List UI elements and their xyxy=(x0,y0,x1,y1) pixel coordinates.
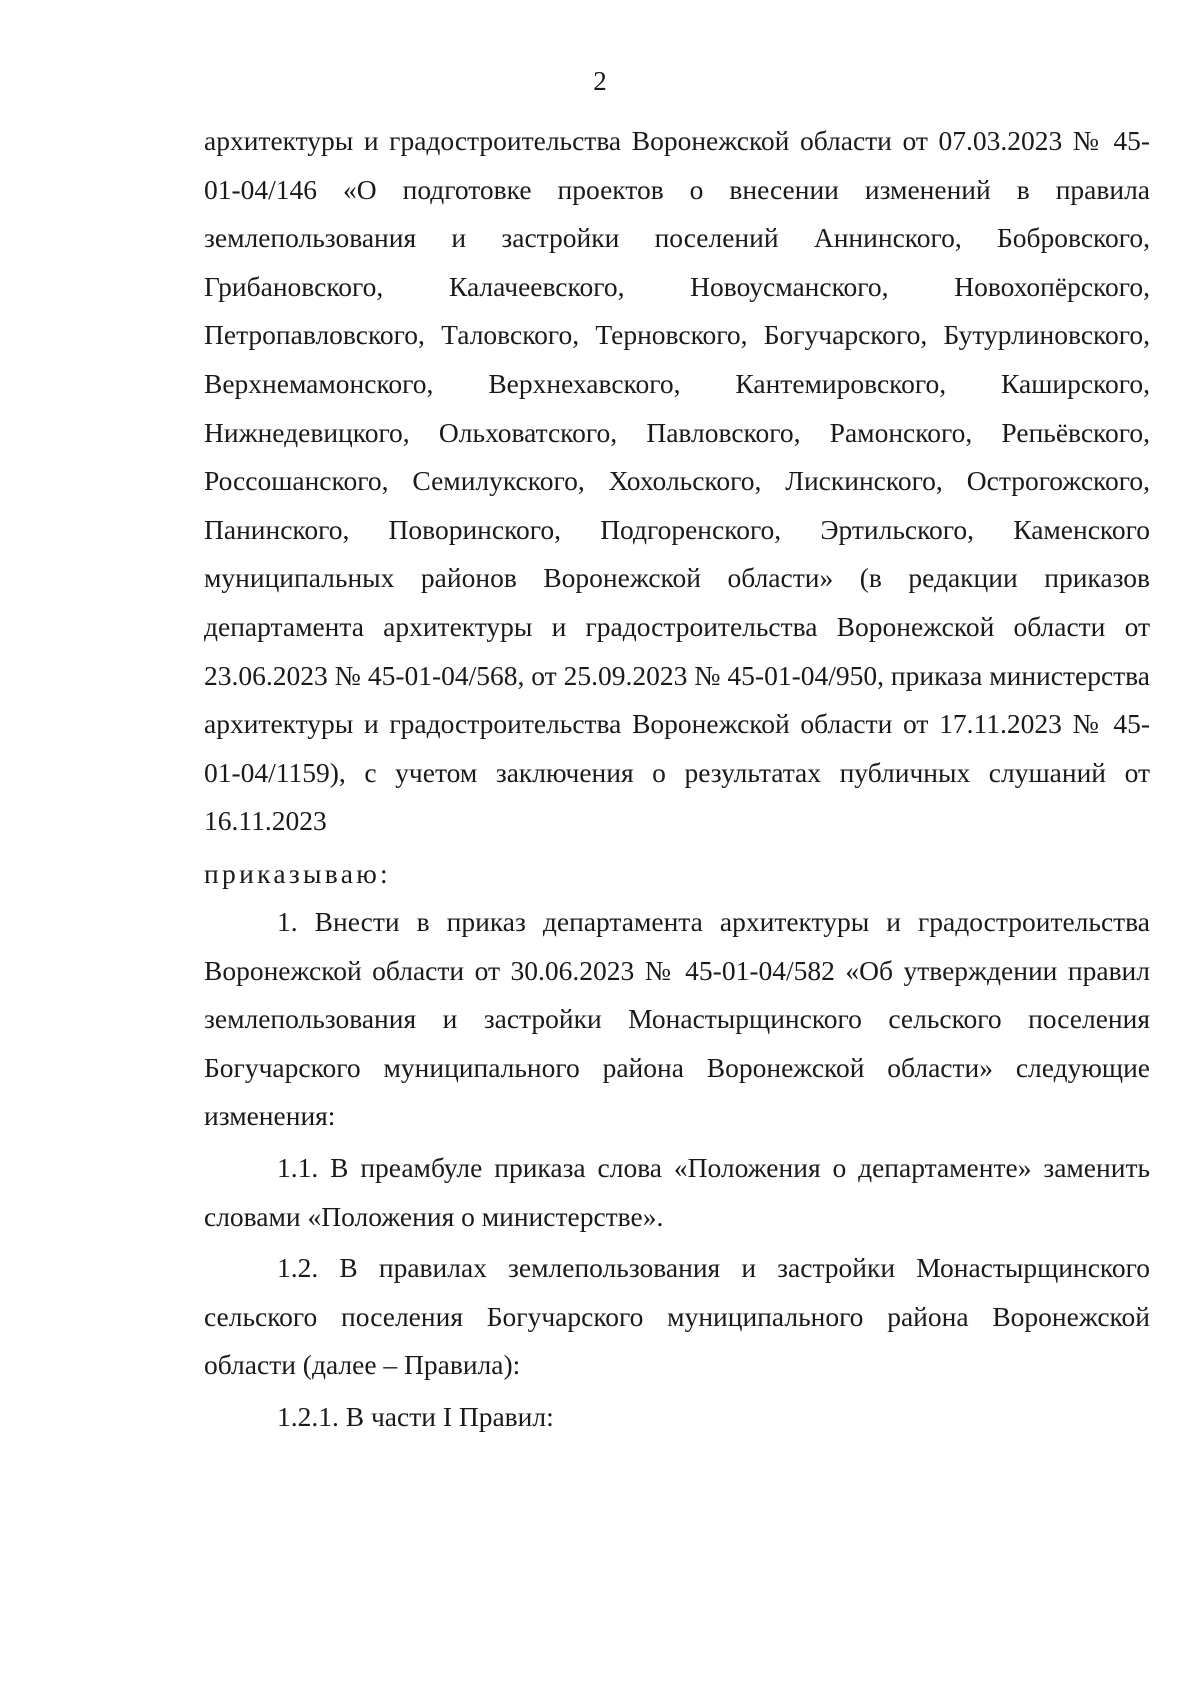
item-1-paragraph: 1. Внести в приказ департамента архитектуры и градостроительства Воронежской области от 30.06.2023 № 45-01-04/582 «Об утверждении правил землепользования и застройки Монастырщинского сельского поселения Богучарского муниципального района Воронежской области» следующие изменения: xyxy=(204,906,1150,1132)
page-number: 2 xyxy=(593,66,607,96)
order-items xyxy=(204,898,1150,1442)
item-1-2-paragraph: 1.2. В правилах землепользования и застройки Монастырщинского сельского поселения Богучарского муниципального района Воронежской области (далее – Правила): xyxy=(204,1252,1150,1381)
item-1-1-paragraph: 1.1. В преамбуле приказа слова «Положения о департаменте» заменить словами «Положения о министерстве». xyxy=(204,1151,1150,1232)
order-word: приказываю: xyxy=(204,858,391,889)
item-1-2-1-paragraph: 1.2.1. В части I Правил: xyxy=(277,1400,554,1432)
preamble-paragraph: архитектуры и градостроительства Воронежской области от 07.03.2023 № 45-01-04/146 «О подготовке проектов о внесении изменений в правила землепользования и застройки поселений Аннинского, Бобровского, Грибановского, Калачеевского, Новоусманского, Новохопёрского, Петропавловского, Таловского, Терновского, Богучарского, Бутурлиновского, Верхнемамонского, Верхнехавского, Кантемировского, Каширского, Нижнедевицкого, Ольховатского, Павловского, Рамонского, Репьёвского, Россошанского, Семилукского, Хохольского, Лискинского, Острогожского, Панинского, Поворинского, Подгоренского, Эртильского, Каменского муниципальных районов Воронежской области» (в редакции приказов департамента архитектуры и градостроительства Воронежской области от 23.06.2023 № 45-01-04/568, от 25.09.2023 № 45-01-04/950, приказа министерства архитектуры и градостроительства Воронежской области от 17.11.2023 № 45-01-04/1159), с учетом заключения о результатах публичных слушаний от 16.11.2023 xyxy=(204,125,1150,837)
